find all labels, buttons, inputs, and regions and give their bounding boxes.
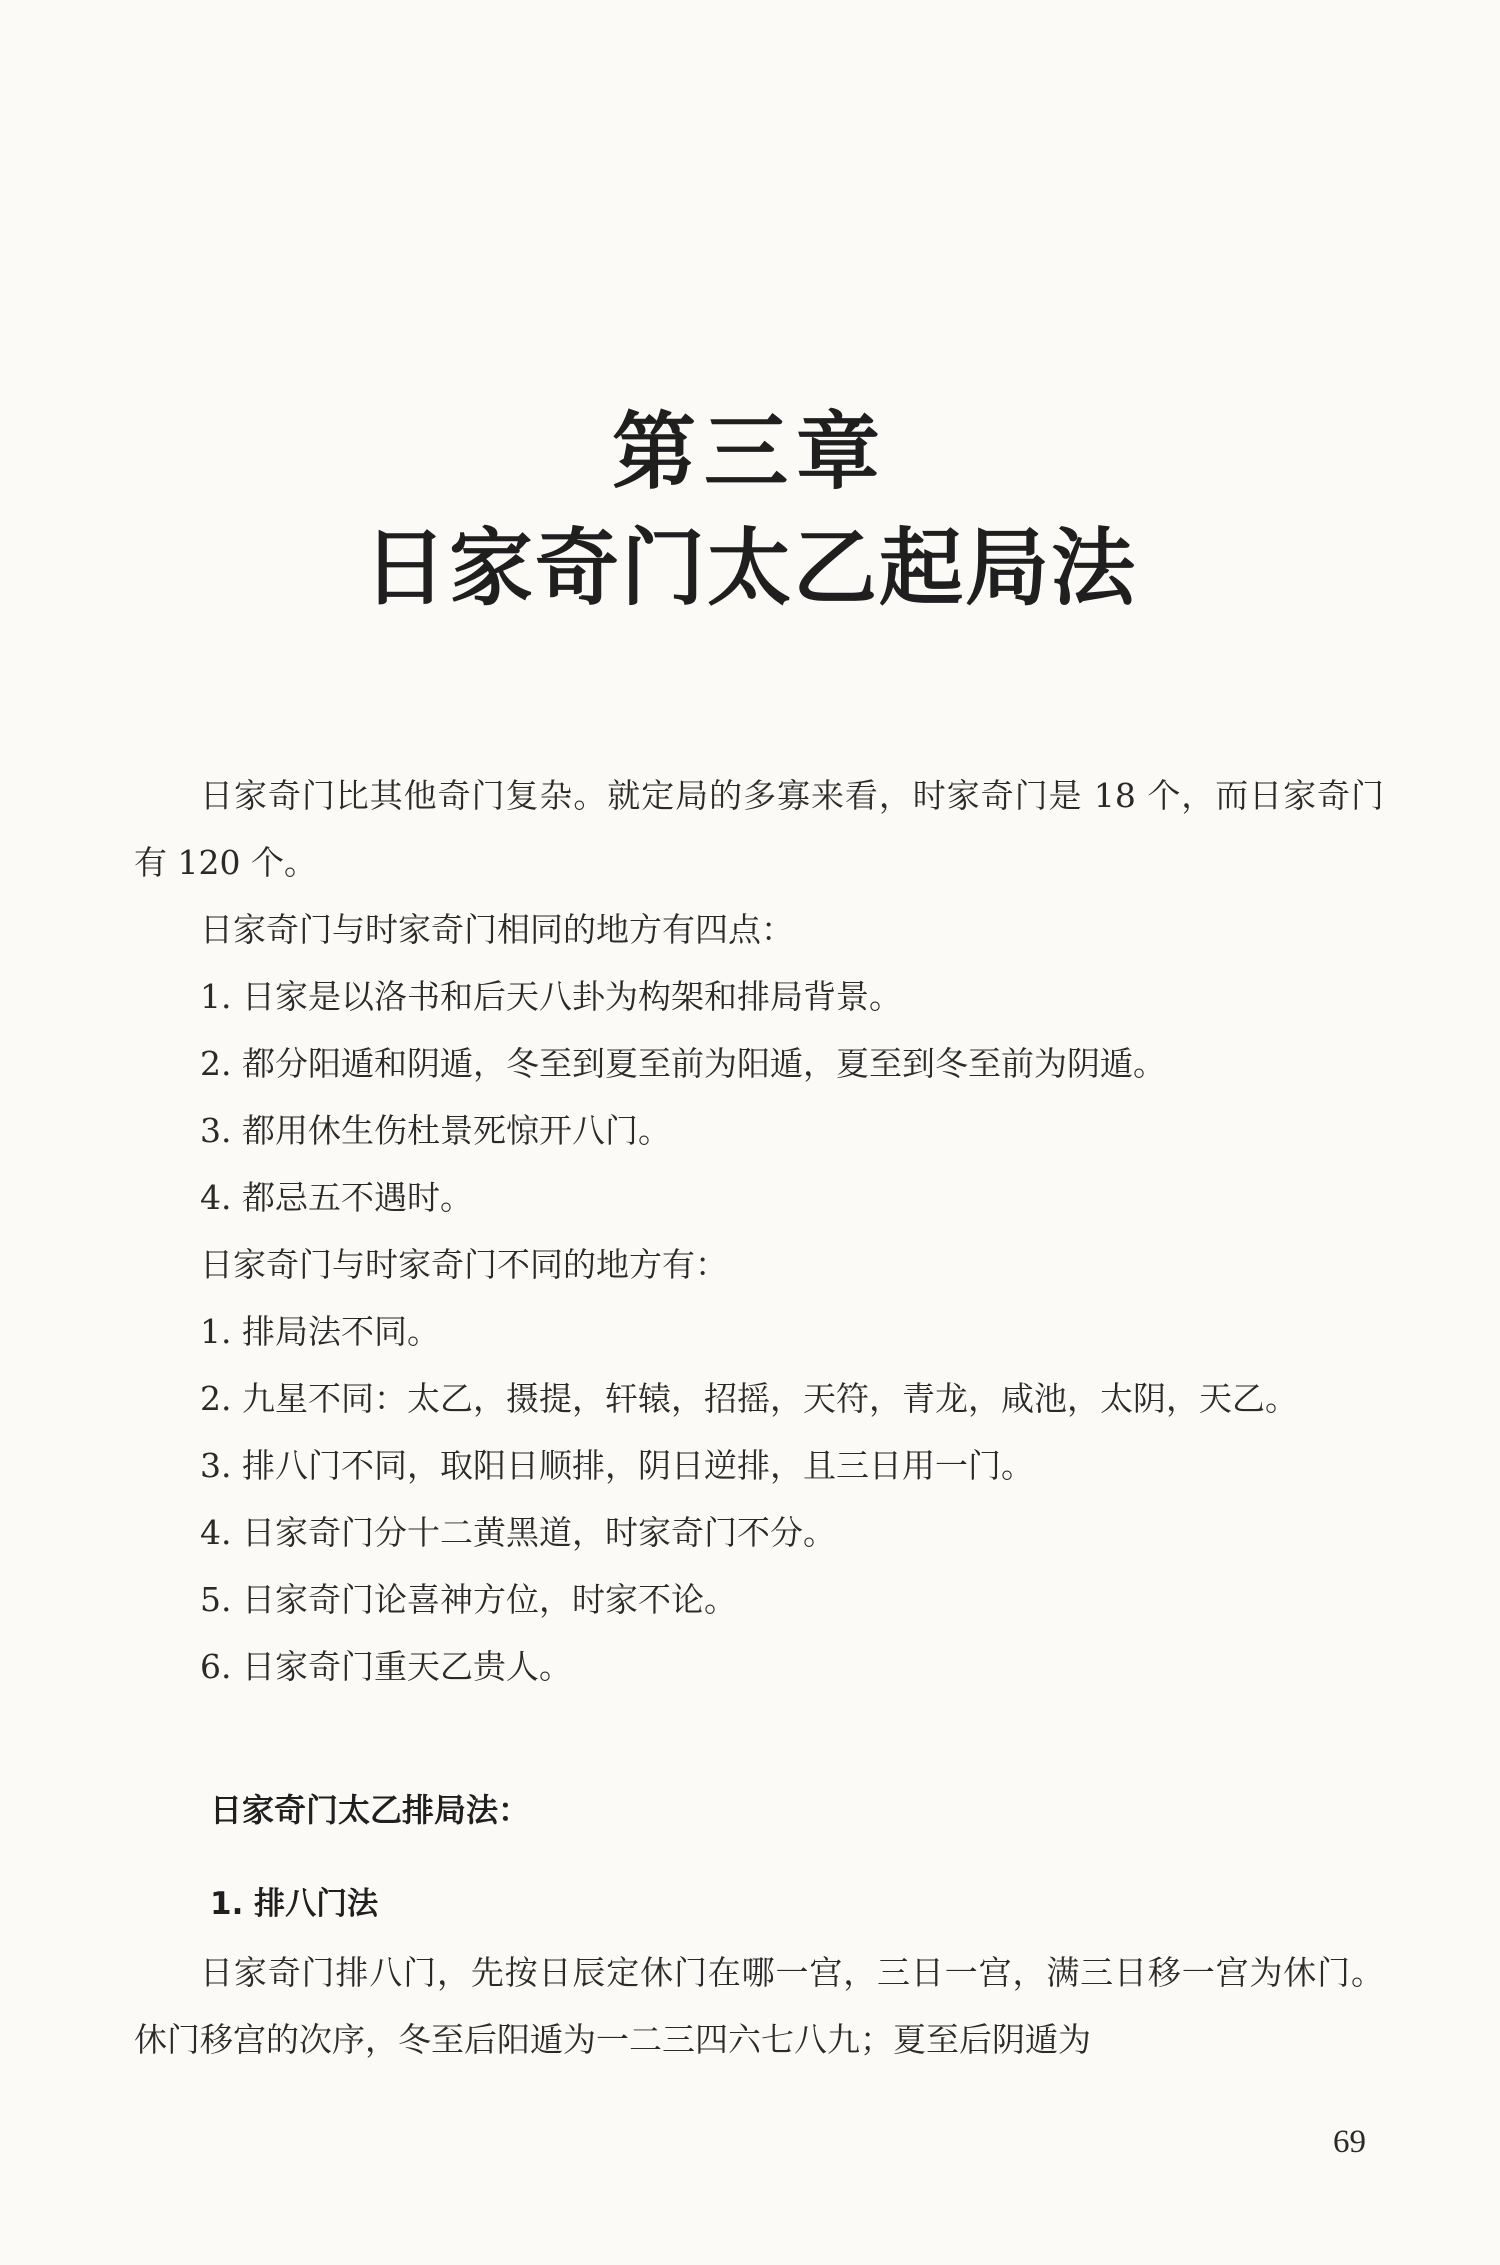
intro-body — [134, 762, 1384, 1700]
list-item: 1. 日家是以洛书和后天八卦为构架和排局背景。 — [200, 977, 902, 1016]
paragraph-similarities-lead: 日家奇门与时家奇门相同的地方有四点： — [200, 910, 794, 949]
list-item: 6. 日家奇门重天乙贵人。 — [200, 1647, 572, 1686]
paragraph-intro: 日家奇门比其他奇门复杂。就定局的多寡来看，时家奇门是 18 个，而日家奇门有 120 个。 — [134, 776, 1384, 882]
list-item: 2. 九星不同：太乙，摄提，轩辕，招摇，天符，青龙，咸池，太阴，天乙。 — [200, 1379, 1298, 1418]
list-item: 3. 都用休生伤杜景死惊开八门。 — [200, 1111, 671, 1150]
section-body — [134, 1939, 1384, 2073]
list-item: 2. 都分阳遁和阴遁，冬至到夏至前为阳遁，夏至到冬至前为阴遁。 — [200, 1044, 1166, 1083]
chapter-title: 日家奇门太乙起局法 — [362, 519, 1137, 617]
list-item: 4. 日家奇门分十二黄黑道，时家奇门不分。 — [200, 1513, 836, 1552]
list-item: 5. 日家奇门论喜神方位，时家不论。 — [200, 1580, 737, 1619]
list-item: 3. 排八门不同，取阳日顺排，阴日逆排，且三日用一门。 — [200, 1446, 1034, 1485]
list-item: 1. 排局法不同。 — [200, 1312, 440, 1351]
paragraph-differences-lead: 日家奇门与时家奇门不同的地方有： — [200, 1245, 728, 1284]
chapter-number: 第三章 — [611, 403, 888, 501]
section-subheading: 1. 排八门法 — [210, 1886, 379, 1922]
list-item: 4. 都忌五不遇时。 — [200, 1178, 473, 1217]
paragraph-eight-doors: 日家奇门排八门，先按日辰定休门在哪一宫，三日一宫，满三日移一宫为休门。休门移宫的次序，冬至后阳遁为一二三四六七八九；夏至后阴遁为 — [134, 1953, 1384, 2059]
section-heading: 日家奇门太乙排局法： — [210, 1791, 531, 1829]
page-number: 69 — [1333, 2124, 1366, 2160]
